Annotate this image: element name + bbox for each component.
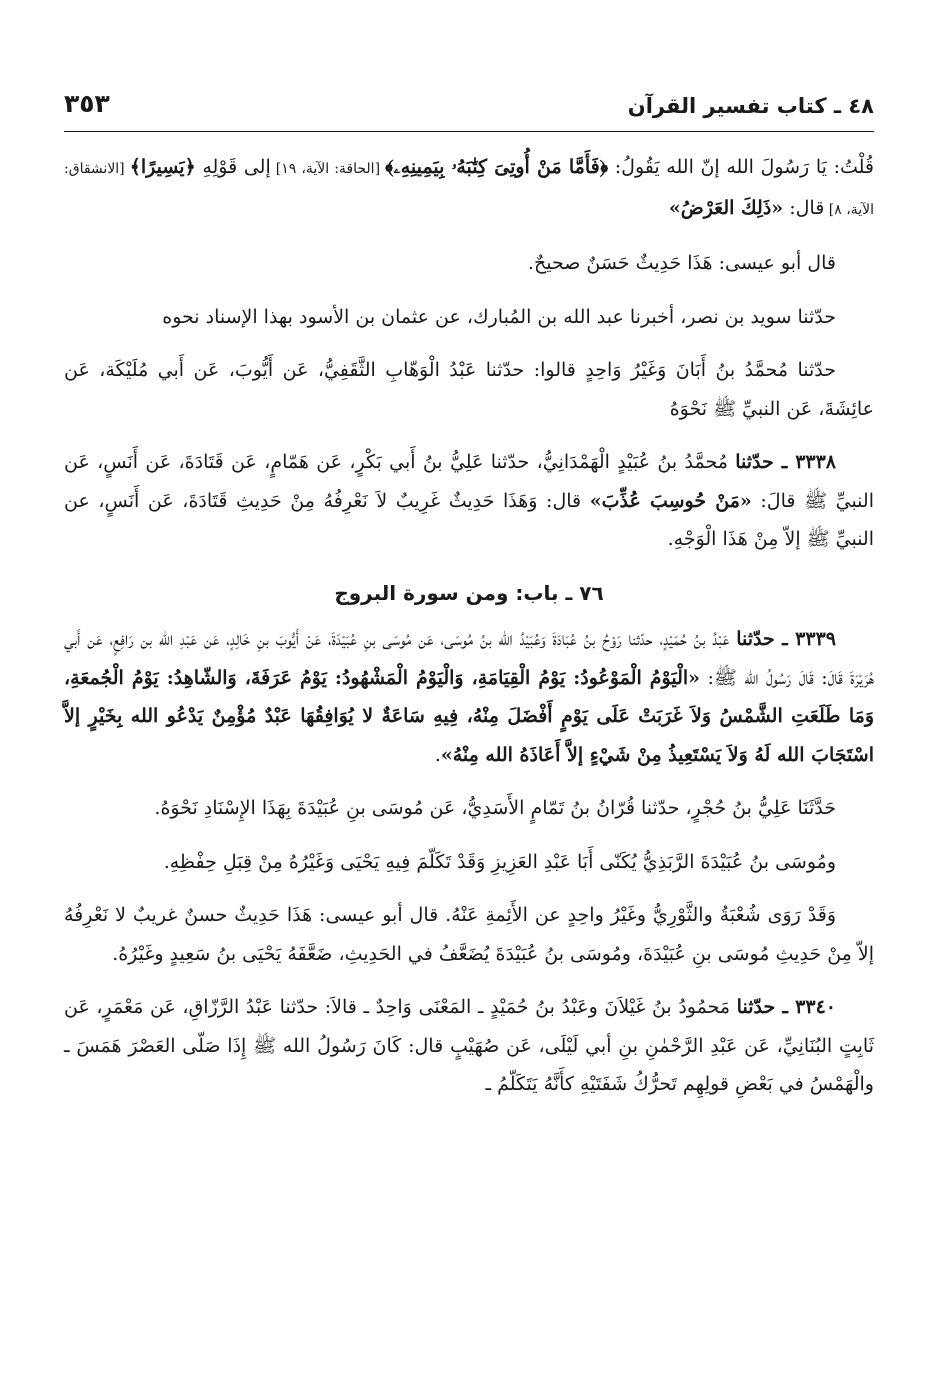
text: مَحمُودُ بنُ غَيْلاَنَ وعَبْدُ بنُ حُمَيْدٍ ـ المَعْنَى وَاحِدٌ ـ قالاَ: حدّثنا عَبْدُ الرَّزّاقِ، عَن مَعْمَرٍ، عَن ثَابِتٍ البُنَانِيِّ، عَن عَبْدِ الرَّحْمٰنِ بنِ أبي لَيْلَى، عَن صُهَيْبٍ قال: كَانَ رَسُولُ الله ﷺ إِذَا صَلّى العَصْرَ هَمَسَ ـ والْهَمْسُ في بَعْضِ قولِهِم تَحرُّكُ شَفَتَيْهِ كأَنَّهُ يَتَكَلّمُ ـ [64,996,874,1095]
hadith-number: ٣٣٤٠ ـ حدّثنا [736,996,836,1018]
text: . [434,743,441,766]
text: قال: [783,196,825,219]
running-title: ٤٨ ـ كتاب تفسير القرآن [627,94,874,118]
paragraph-3: حدّثنا سويد بن نصر، أخبرنا عبد الله بن المُبارك، عن عثمان بن الأسود بهذا الإسناد نحوه [162,305,836,328]
quran-verse: ﴿فَأَمَّا مَنْ أُوتِىَ كِتَٰبَهُۥ بِيَمِينِهِۦ﴾ [385,156,609,178]
paragraph-5: حَدَّثَنَا عَلِيُّ بنُ حُجْرٍ، حدّثنا قُرّانُ بنُ تَمّامٍ الأَسَدِيُّ، عَن مُوسَى بنِ عُبَيْدَةَ بِهَذَا الإِسْنَادِ نَحْوَهُ. [154,797,836,819]
paragraph-4: حدّثنا مُحمَّدُ بنُ أَبَانَ وَغَيْرُ وَاحِدٍ قالوا: حدّثنا عَبْدُ الْوَهّابِ الثَّقَفِيُّ، عَن أَيُّوبَ، عَن أَبي مُلَيْكَة، عَن عائِشَةَ، عَن النبيِّ ﷺ نَحْوَهُ [64,359,874,420]
text: عَبْدُ بنُ حُمَيْدٍ، حدّثنا رَوْحُ بنُ عُبَادَةَ وَعُبَيْدُ الله بنُ مُوسَى، عَن مُوسَى بنِ عُبَيْدَةَ، عَنْ أَيُّوبَ بنِ خَالِدٍ، عَن عَبْدِ الله بن رَافِعٍ، عَن أَبي هُرَيْرَةَ قَالَ: قَالَ رَسُولُ الله ﷺ: [64,628,874,689]
page-header [64,78,874,118]
text: إلى قَوْلِهِ [195,156,271,178]
prophetic-saying: «الْيَوْمُ الْمَوْعُودُ: يَوْمُ الْقِيَامَةِ، وَالْيَوْمُ الْمَشْهُودُ: يَوْمُ عَرَفَةَ، وَالشّاهِدُ: يَوْمُ الْجُمعَةِ، وَمَا طَلَعَتِ الشَّمْسُ وَلاَ غَرَبَتْ عَلَى يَوْمٍ أَفْضَلَ مِنْهُ، فِيهِ سَاعَةٌ لا يُوَافِقُهَا عَبْدٌ مُؤْمِنٌ يَدْعُو الله بِخَيْرٍ إلاَّ اسْتَجَابَ الله لَهُ وَلاَ يَسْتَعِيذُ مِنْ شَيْءٍ إلاَّ أَعَاذَهُ الله مِنْهُ» [64,666,874,766]
paragraph-2: قال أبو عيسى: هَذَا حَدِيثٌ حَسَنٌ صحيحٌ. [527,252,836,274]
hadith-3339 [64,620,874,774]
text: مُحمَّدُ بنُ عُبَيْدٍ الْهَمْدَانِيُّ، حدّثنا عَلِيُّ بنُ أَبي بَكْرٍ، عَن هَمّامٍ، عَن قَتَادَةَ، عَن أَنَسٍ، عَن النبيِّ ﷺ قالَ: [64,451,874,512]
verse-reference: [الانشقاق: الآية، ٨] [64,161,874,218]
paragraph-1 [64,148,874,229]
prophetic-saying: «ذَلِكَ العَرْضُ» [668,196,784,219]
prophetic-saying: «مَنْ حُوسِبَ عُذِّبَ» [589,489,752,512]
hadith-3338 [64,443,874,559]
chapter-title: ٧٦ ـ باب: ومن سورة البروج [334,580,604,605]
text: قُلْتُ: يَا رَسُولَ الله إنّ الله يَقُولُ: [608,156,875,178]
hadith-number: ٣٣٣٩ ـ حدّثنا [736,628,836,650]
verse-reference: [الحاقة: الآية، ١٩] [270,161,386,177]
paragraph-6: ومُوسَى بنُ عُبَيْدَةَ الرَّبَذِيُّ يُكَنّى أَبَا عَبْدِ العَزِيزِ وَقَدْ تَكَلّمَ فِيهِ يَحْيَى وَغَيْرُهُ مِنْ قِبَلِ حِفْظِهِ. [163,850,836,873]
hadith-number: ٣٣٣٨ ـ حدّثنا [735,451,837,473]
quran-verse: ﴿يَسِيرًا﴾ [129,156,196,178]
page-body [64,148,874,1119]
page-number: ٣٥٣ [64,89,110,118]
header-rule [64,131,874,132]
hadith-3340 [64,988,874,1104]
text: قال: وَهَذَا حَدِيثٌ غَرِيبٌ لاَ نَعْرِفُهُ مِنْ حَدِيثِ قَتَادَةَ، عَن أَنَسٍ، عن النبيِّ ﷺ إلاّ مِنْ هَذَا الْوَجْهِ. [64,489,874,550]
paragraph-7: وَقَدْ رَوَى شُعْبَةُ والثَّوْرِيُّ وغَيْرُ واحِدٍ عن الأَئِمةِ عَنْهُ. قال أبو عيسى: هَذَا حَدِيثٌ حسنٌ غريبٌ لا نَعْرِفُهُ إلاّ مِنْ حَدِيثِ مُوسَى بنِ عُبَيْدَةَ، ومُوسَى بنُ عُبَيْدَةَ يُضَعَّفُ في الحَدِيثِ، ضَعَّفَهُ يَحْيَى بنُ سَعِيدٍ وغَيْرُهُ. [64,904,874,965]
